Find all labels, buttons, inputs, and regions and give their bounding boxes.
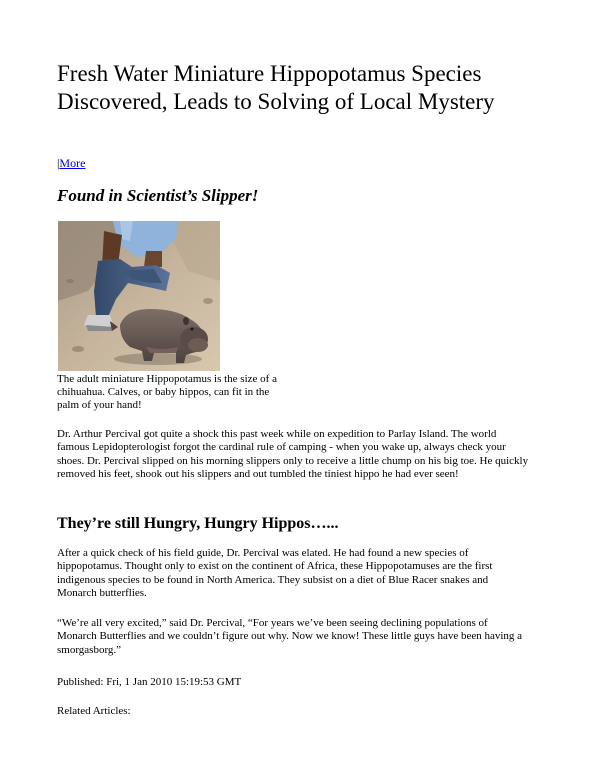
paragraph-1: Dr. Arthur Percival got quite a shock this past week while on expedition to Parlay Island. The world famous Lepidopterologist forgot the cardinal rule of camping - when you wake up, always check your shoes. Dr. Percival slipped on his morning slippers only to receive a little chump on his big toe. He quickly removed his feet, shook out his slippers and out tumbled the tiniest hippo he had ever seen! [57,428,529,481]
paragraph-3: “We’re all very excited,” said Dr. Percival, “For years we’ve been seeing declining populations of Monarch Butterflies and we couldn’t figure out why. Now we know! These little guys have been having a smorgasborg.” [57,617,523,656]
published-date: Published: Fri, 1 Jan 2010 15:19:53 GMT [57,676,242,688]
article-subhead-2: They’re still Hungry, Hungry Hippos…... [57,515,339,532]
image-caption: The adult miniature Hippopotamus is the size of a chihuahua. Calves, or baby hippos, can fit in the palm of your hand! [57,373,277,411]
article-title: Fresh Water Miniature Hippopotamus Species Discovered, Leads to Solving of Local Mystery [57,61,495,114]
hippo-photo [58,221,220,371]
paragraph-2: After a quick check of his field guide, Dr. Percival was elated. He had found a new species of hippopotamus. Thought only to exist on the continent of Africa, these Hippopotamuses are the first indigenous species to be found in North America. They subsist on a diet of Blue Racer snakes and Monarch butterflies. [57,547,493,600]
more-line [57,156,85,170]
separator: | [57,156,60,170]
article-subhead: Found in Scientist’s Slipper! [57,186,259,205]
more-link[interactable]: More [59,156,86,170]
related-articles-label: Related Articles: [57,705,131,717]
